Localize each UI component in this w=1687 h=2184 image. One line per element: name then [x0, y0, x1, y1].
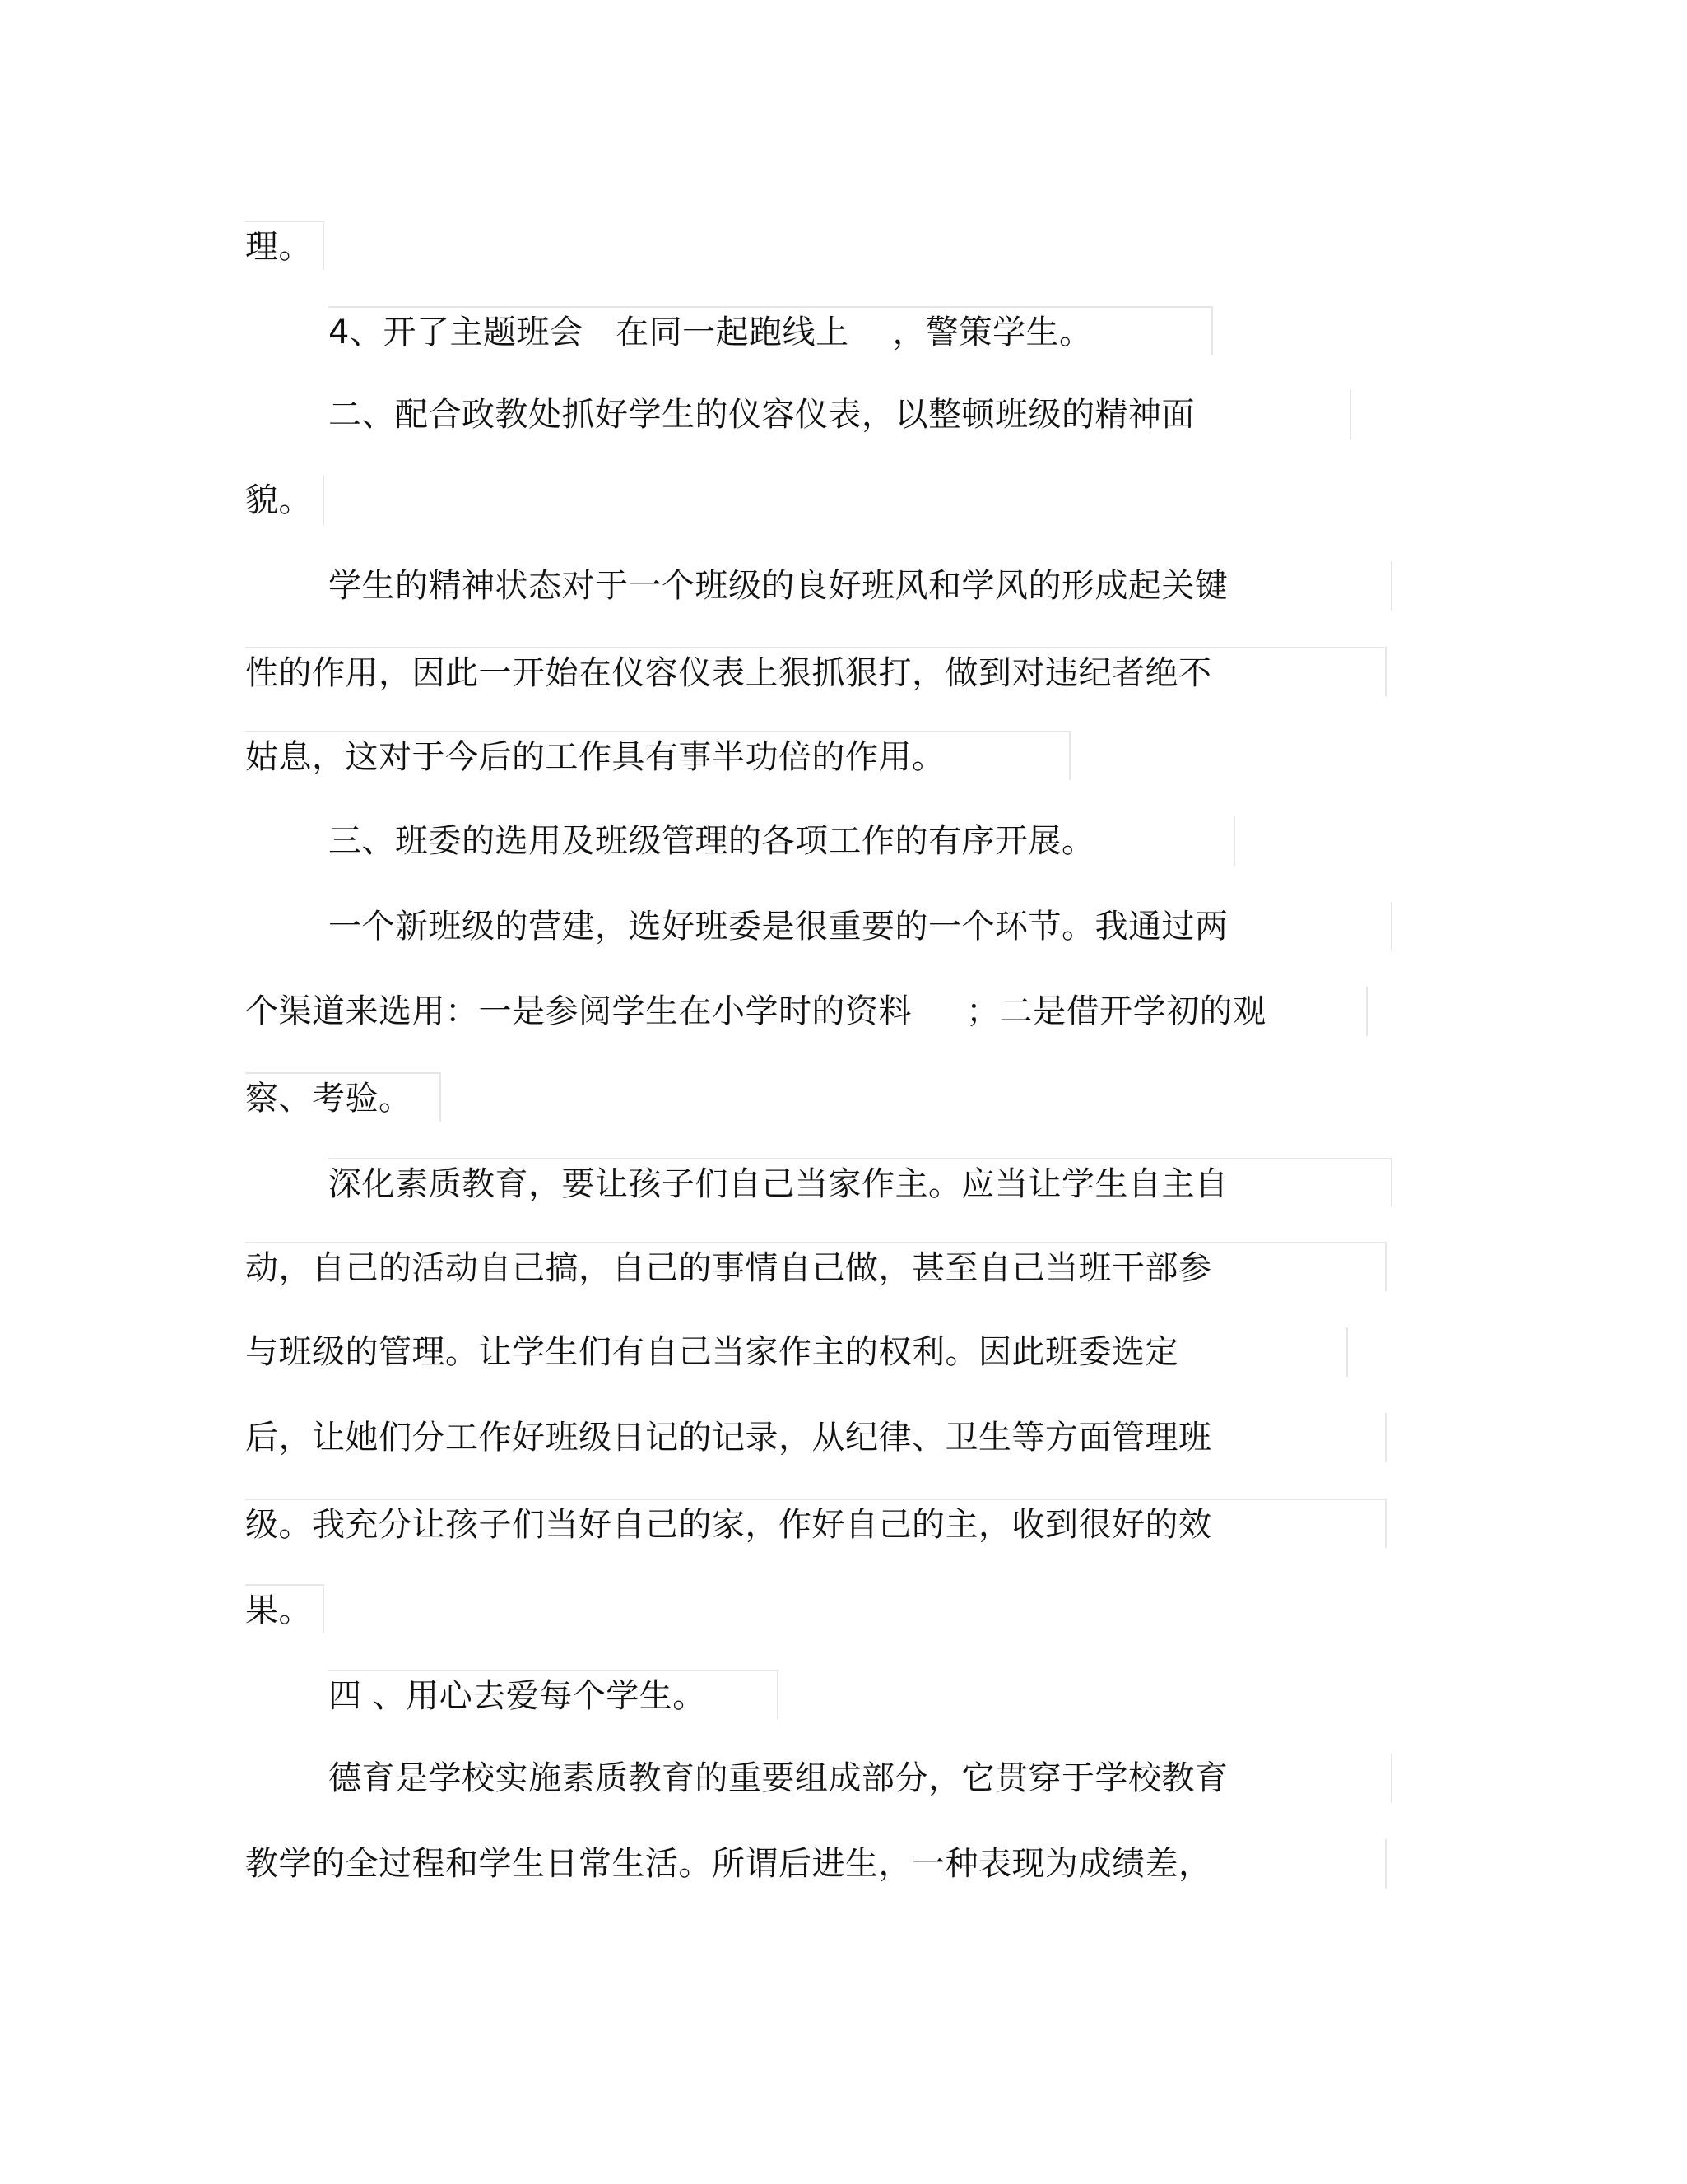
- text-line: 动，自己的活动自己搞，自己的事情自己做，甚至自己当班干部参: [245, 1242, 1387, 1291]
- text-line: 貌。: [245, 476, 324, 525]
- text-line: 学生的精神状态对于一个班级的良好班风和学风的形成起关键: [328, 561, 1392, 611]
- text-line: 级。我充分让孩子们当好自己的家，作好自己的主，收到很好的效: [245, 1499, 1387, 1548]
- text-line: 姑息，这对于今后的工作具有事半功倍的作用。: [245, 731, 1071, 780]
- section-heading: 四 、用心去爱每个学生。: [328, 1670, 778, 1719]
- text-line: 与班级的管理。让学生们有自己当家作主的权利。因此班委选定: [245, 1327, 1348, 1377]
- text-line: 一个新班级的营建，选好班委是很重要的一个环节。我通过两: [328, 902, 1392, 951]
- text-line: 察、考验。: [245, 1072, 441, 1122]
- text-line: 果。: [245, 1584, 324, 1633]
- section-heading: 二、配合政教处抓好学生的仪容仪表，以整顿班级的精神面: [328, 390, 1351, 439]
- text-line: 德育是学校实施素质教育的重要组成部分，它贯穿于学校教育: [328, 1754, 1392, 1803]
- text-line: 教学的全过程和学生日常生活。所谓后进生，一种表现为成绩差，: [245, 1839, 1387, 1889]
- text-line: 理。: [245, 221, 324, 270]
- text-line: 后，让她们分工作好班级日记的记录，从纪律、卫生等方面管理班: [245, 1413, 1387, 1462]
- text-line: 4、开了主题班会 在同一起跑线上 ，警策学生。: [328, 306, 1213, 355]
- text-line: 个渠道来选用：一是参阅学生在小学时的资料 ；二是借开学初的观: [245, 987, 1368, 1036]
- text-line: 深化素质教育，要让孩子们自己当家作主。应当让学生自主自: [328, 1158, 1392, 1207]
- text-line: 性的作用，因此一开始在仪容仪表上狠抓狠打，做到对违纪者绝不: [245, 647, 1387, 696]
- section-heading: 三、班委的选用及班级管理的各项工作的有序开展。: [328, 816, 1235, 866]
